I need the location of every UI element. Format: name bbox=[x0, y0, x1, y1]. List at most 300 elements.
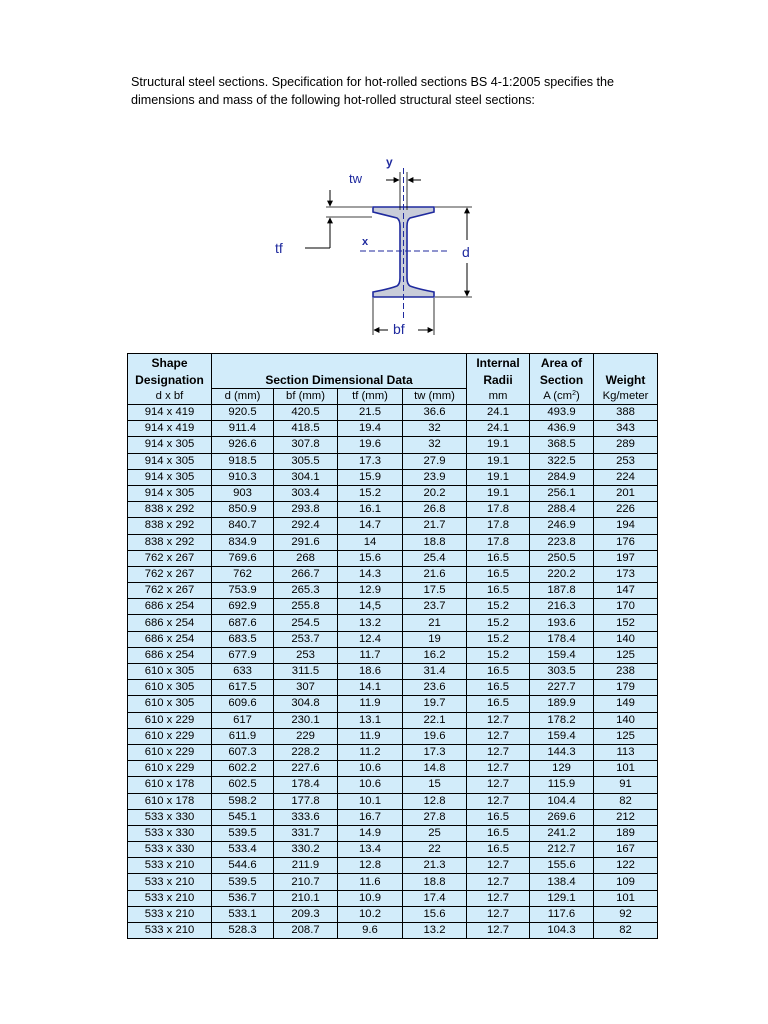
cell-tw: 19.7 bbox=[403, 696, 467, 712]
cell-tf: 11.2 bbox=[338, 744, 403, 760]
cell-area: 144.3 bbox=[530, 744, 594, 760]
cell-tw: 17.4 bbox=[403, 890, 467, 906]
cell-radii: 15.2 bbox=[467, 647, 530, 663]
table-row bbox=[128, 647, 658, 663]
cell-radii: 15.2 bbox=[467, 615, 530, 631]
unit-tf: tf (mm) bbox=[338, 389, 403, 405]
cell-weight: 194 bbox=[594, 518, 658, 534]
cell-weight: 101 bbox=[594, 761, 658, 777]
table-row bbox=[128, 550, 658, 566]
cell-weight: 91 bbox=[594, 777, 658, 793]
cell-area: 159.4 bbox=[530, 728, 594, 744]
cell-area: 246.9 bbox=[530, 518, 594, 534]
cell-shape: 686 x 254 bbox=[128, 599, 212, 615]
cell-tw: 19.6 bbox=[403, 728, 467, 744]
cell-radii: 19.1 bbox=[467, 437, 530, 453]
cell-tf: 12.8 bbox=[338, 858, 403, 874]
table-row bbox=[128, 728, 658, 744]
cell-shape: 914 x 419 bbox=[128, 421, 212, 437]
cell-area: 436.9 bbox=[530, 421, 594, 437]
table-header bbox=[128, 354, 658, 405]
cell-shape: 838 x 292 bbox=[128, 518, 212, 534]
cell-tw: 20.2 bbox=[403, 485, 467, 501]
cell-bf: 210.7 bbox=[274, 874, 338, 890]
cell-area: 193.6 bbox=[530, 615, 594, 631]
cell-bf: 177.8 bbox=[274, 793, 338, 809]
table-row bbox=[128, 664, 658, 680]
cell-weight: 147 bbox=[594, 583, 658, 599]
cell-tf: 10.1 bbox=[338, 793, 403, 809]
cell-tf: 13.1 bbox=[338, 712, 403, 728]
cell-shape: 610 x 229 bbox=[128, 712, 212, 728]
table-row bbox=[128, 421, 658, 437]
cell-shape: 610 x 229 bbox=[128, 744, 212, 760]
table-row bbox=[128, 825, 658, 841]
cell-radii: 16.5 bbox=[467, 680, 530, 696]
label-y: y bbox=[386, 155, 393, 169]
cell-shape: 533 x 330 bbox=[128, 809, 212, 825]
cell-tw: 25 bbox=[403, 825, 467, 841]
cell-shape: 838 x 292 bbox=[128, 534, 212, 550]
cell-bf: 253.7 bbox=[274, 631, 338, 647]
cell-area: 104.4 bbox=[530, 793, 594, 809]
cell-weight: 289 bbox=[594, 437, 658, 453]
table-row bbox=[128, 518, 658, 534]
cell-radii: 17.8 bbox=[467, 502, 530, 518]
header-shape-line2: Designation bbox=[128, 371, 212, 389]
cell-tw: 27.8 bbox=[403, 809, 467, 825]
cell-shape: 838 x 292 bbox=[128, 502, 212, 518]
cell-tf: 16.1 bbox=[338, 502, 403, 518]
cell-radii: 16.5 bbox=[467, 842, 530, 858]
cell-tf: 14.3 bbox=[338, 566, 403, 582]
cell-tf: 12.4 bbox=[338, 631, 403, 647]
cell-tf: 15.9 bbox=[338, 469, 403, 485]
cell-bf: 304.1 bbox=[274, 469, 338, 485]
cell-weight: 113 bbox=[594, 744, 658, 760]
cell-d: 762 bbox=[212, 566, 274, 582]
table-row bbox=[128, 744, 658, 760]
cell-tf: 16.7 bbox=[338, 809, 403, 825]
cell-tw: 15.6 bbox=[403, 906, 467, 922]
cell-d: 633 bbox=[212, 664, 274, 680]
cell-area: 368.5 bbox=[530, 437, 594, 453]
cell-area: 129.1 bbox=[530, 890, 594, 906]
cell-tf: 12.9 bbox=[338, 583, 403, 599]
cell-bf: 228.2 bbox=[274, 744, 338, 760]
cell-bf: 293.8 bbox=[274, 502, 338, 518]
cell-tw: 26.8 bbox=[403, 502, 467, 518]
cell-d: 602.5 bbox=[212, 777, 274, 793]
cell-tf: 17.3 bbox=[338, 453, 403, 469]
cell-weight: 125 bbox=[594, 728, 658, 744]
cell-tw: 21.3 bbox=[403, 858, 467, 874]
cell-area: 212.7 bbox=[530, 842, 594, 858]
cell-tf: 11.9 bbox=[338, 696, 403, 712]
cell-tw: 22 bbox=[403, 842, 467, 858]
header-section-dimensional-data: Section Dimensional Data bbox=[212, 371, 467, 389]
cell-d: 903 bbox=[212, 485, 274, 501]
label-tw: tw bbox=[349, 171, 362, 186]
cell-radii: 15.2 bbox=[467, 599, 530, 615]
table-row bbox=[128, 858, 658, 874]
cell-d: 687.6 bbox=[212, 615, 274, 631]
cell-bf: 208.7 bbox=[274, 923, 338, 939]
cell-bf: 255.8 bbox=[274, 599, 338, 615]
cell-d: 840.7 bbox=[212, 518, 274, 534]
table-row bbox=[128, 874, 658, 890]
cell-weight: 238 bbox=[594, 664, 658, 680]
cell-tf: 21.5 bbox=[338, 405, 403, 421]
cell-shape: 610 x 178 bbox=[128, 777, 212, 793]
cell-radii: 12.7 bbox=[467, 890, 530, 906]
cell-weight: 122 bbox=[594, 858, 658, 874]
cell-weight: 343 bbox=[594, 421, 658, 437]
cell-bf: 311.5 bbox=[274, 664, 338, 680]
table-row bbox=[128, 566, 658, 582]
cell-weight: 167 bbox=[594, 842, 658, 858]
cell-d: 539.5 bbox=[212, 874, 274, 890]
cell-weight: 149 bbox=[594, 696, 658, 712]
cell-radii: 12.7 bbox=[467, 777, 530, 793]
table-row bbox=[128, 599, 658, 615]
cell-tw: 13.2 bbox=[403, 923, 467, 939]
cell-weight: 226 bbox=[594, 502, 658, 518]
intro-paragraph bbox=[131, 74, 691, 109]
table-row bbox=[128, 437, 658, 453]
table-row bbox=[128, 469, 658, 485]
cell-tw: 19 bbox=[403, 631, 467, 647]
cell-shape: 610 x 305 bbox=[128, 696, 212, 712]
cell-d: 544.6 bbox=[212, 858, 274, 874]
cell-d: 533.1 bbox=[212, 906, 274, 922]
cell-bf: 229 bbox=[274, 728, 338, 744]
intro-line-1: Structural steel sections. Specification for hot-rolled sections BS 4-1:2005 specifies the bbox=[131, 75, 615, 89]
cell-weight: 197 bbox=[594, 550, 658, 566]
cell-shape: 533 x 330 bbox=[128, 825, 212, 841]
cell-area: 250.5 bbox=[530, 550, 594, 566]
cell-area: 284.9 bbox=[530, 469, 594, 485]
table-row bbox=[128, 615, 658, 631]
cell-tw: 21.6 bbox=[403, 566, 467, 582]
table-row bbox=[128, 680, 658, 696]
cell-d: 617.5 bbox=[212, 680, 274, 696]
cell-tf: 14,5 bbox=[338, 599, 403, 615]
cell-d: 533.4 bbox=[212, 842, 274, 858]
cell-radii: 12.7 bbox=[467, 858, 530, 874]
table-row bbox=[128, 761, 658, 777]
cell-shape: 914 x 305 bbox=[128, 437, 212, 453]
cell-tf: 10.6 bbox=[338, 777, 403, 793]
cell-shape: 686 x 254 bbox=[128, 631, 212, 647]
cell-area: 322.5 bbox=[530, 453, 594, 469]
cell-area: 178.2 bbox=[530, 712, 594, 728]
cell-shape: 610 x 229 bbox=[128, 728, 212, 744]
cell-area: 189.9 bbox=[530, 696, 594, 712]
cell-area: 241.2 bbox=[530, 825, 594, 841]
cell-tw: 18.8 bbox=[403, 534, 467, 550]
cell-weight: 201 bbox=[594, 485, 658, 501]
table-row bbox=[128, 583, 658, 599]
cell-tw: 32 bbox=[403, 421, 467, 437]
cell-shape: 914 x 305 bbox=[128, 469, 212, 485]
cell-d: 607.3 bbox=[212, 744, 274, 760]
cell-tf: 11.6 bbox=[338, 874, 403, 890]
cell-tf: 11.9 bbox=[338, 728, 403, 744]
cell-radii: 16.5 bbox=[467, 809, 530, 825]
label-tf: tf bbox=[275, 240, 283, 256]
cell-area: 178.4 bbox=[530, 631, 594, 647]
cell-d: 609.6 bbox=[212, 696, 274, 712]
table-row bbox=[128, 923, 658, 939]
cell-bf: 266.7 bbox=[274, 566, 338, 582]
cell-area: 138.4 bbox=[530, 874, 594, 890]
cell-weight: 125 bbox=[594, 647, 658, 663]
label-bf: bf bbox=[393, 321, 405, 337]
cell-radii: 12.7 bbox=[467, 744, 530, 760]
cell-area: 187.8 bbox=[530, 583, 594, 599]
cell-bf: 209.3 bbox=[274, 906, 338, 922]
cell-tf: 19.4 bbox=[338, 421, 403, 437]
cell-bf: 178.4 bbox=[274, 777, 338, 793]
table-row bbox=[128, 890, 658, 906]
cell-area: 115.9 bbox=[530, 777, 594, 793]
cell-weight: 173 bbox=[594, 566, 658, 582]
cell-area: 227.7 bbox=[530, 680, 594, 696]
cell-weight: 140 bbox=[594, 631, 658, 647]
intro-line-2: dimensions and mass of the following hot-rolled structural steel sections: bbox=[131, 92, 535, 107]
cell-d: 910.3 bbox=[212, 469, 274, 485]
header-radii-line1: Internal bbox=[467, 354, 530, 372]
cell-tf: 9.6 bbox=[338, 923, 403, 939]
cell-tf: 19.6 bbox=[338, 437, 403, 453]
cell-shape: 914 x 305 bbox=[128, 453, 212, 469]
cell-radii: 12.7 bbox=[467, 793, 530, 809]
cell-radii: 12.7 bbox=[467, 906, 530, 922]
cell-d: 692.9 bbox=[212, 599, 274, 615]
table-row bbox=[128, 502, 658, 518]
cell-d: 545.1 bbox=[212, 809, 274, 825]
cell-weight: 224 bbox=[594, 469, 658, 485]
cell-bf: 330.2 bbox=[274, 842, 338, 858]
table-body bbox=[128, 405, 658, 939]
cell-radii: 16.5 bbox=[467, 664, 530, 680]
table-row bbox=[128, 405, 658, 421]
cell-shape: 610 x 305 bbox=[128, 664, 212, 680]
cell-d: 834.9 bbox=[212, 534, 274, 550]
cell-weight: 101 bbox=[594, 890, 658, 906]
cell-d: 918.5 bbox=[212, 453, 274, 469]
cell-radii: 24.1 bbox=[467, 421, 530, 437]
cell-radii: 12.7 bbox=[467, 712, 530, 728]
cell-bf: 227.6 bbox=[274, 761, 338, 777]
label-x: x bbox=[362, 236, 369, 248]
cell-bf: 292.4 bbox=[274, 518, 338, 534]
cell-area: 129 bbox=[530, 761, 594, 777]
cell-radii: 12.7 bbox=[467, 874, 530, 890]
table-row bbox=[128, 534, 658, 550]
cell-radii: 16.5 bbox=[467, 550, 530, 566]
cell-weight: 253 bbox=[594, 453, 658, 469]
cell-radii: 12.7 bbox=[467, 923, 530, 939]
cell-area: 269.6 bbox=[530, 809, 594, 825]
cell-area: 493.9 bbox=[530, 405, 594, 421]
table-row bbox=[128, 793, 658, 809]
cell-bf: 254.5 bbox=[274, 615, 338, 631]
unit-d: d (mm) bbox=[212, 389, 274, 405]
table-row bbox=[128, 777, 658, 793]
cell-tw: 32 bbox=[403, 437, 467, 453]
cell-radii: 19.1 bbox=[467, 453, 530, 469]
header-shape-line1: Shape bbox=[128, 354, 212, 372]
cell-d: 617 bbox=[212, 712, 274, 728]
table-row bbox=[128, 453, 658, 469]
header-area-line1: Area of bbox=[530, 354, 594, 372]
cell-bf: 211.9 bbox=[274, 858, 338, 874]
cell-tw: 36.6 bbox=[403, 405, 467, 421]
cell-d: 850.9 bbox=[212, 502, 274, 518]
cell-weight: 179 bbox=[594, 680, 658, 696]
cell-tf: 13.2 bbox=[338, 615, 403, 631]
cell-d: 611.9 bbox=[212, 728, 274, 744]
cell-area: 104.3 bbox=[530, 923, 594, 939]
cell-tf: 14.7 bbox=[338, 518, 403, 534]
cell-tw: 31.4 bbox=[403, 664, 467, 680]
cell-bf: 304.8 bbox=[274, 696, 338, 712]
label-d: d bbox=[462, 244, 470, 260]
cell-d: 598.2 bbox=[212, 793, 274, 809]
table-row bbox=[128, 906, 658, 922]
cell-tw: 21.7 bbox=[403, 518, 467, 534]
cell-d: 769.6 bbox=[212, 550, 274, 566]
cell-shape: 533 x 210 bbox=[128, 874, 212, 890]
cell-weight: 109 bbox=[594, 874, 658, 890]
header-weight: Weight bbox=[594, 371, 658, 389]
cell-shape: 762 x 267 bbox=[128, 550, 212, 566]
cell-area: 216.3 bbox=[530, 599, 594, 615]
cell-tw: 15 bbox=[403, 777, 467, 793]
table-row bbox=[128, 631, 658, 647]
unit-bf: bf (mm) bbox=[274, 389, 338, 405]
cell-tf: 15.2 bbox=[338, 485, 403, 501]
cell-area: 159.4 bbox=[530, 647, 594, 663]
cell-weight: 82 bbox=[594, 923, 658, 939]
cell-bf: 253 bbox=[274, 647, 338, 663]
cell-weight: 140 bbox=[594, 712, 658, 728]
cell-area: 256.1 bbox=[530, 485, 594, 501]
cell-shape: 533 x 210 bbox=[128, 906, 212, 922]
cell-area: 220.2 bbox=[530, 566, 594, 582]
cell-tw: 23.7 bbox=[403, 599, 467, 615]
cell-d: 911.4 bbox=[212, 421, 274, 437]
cell-radii: 16.5 bbox=[467, 825, 530, 841]
cell-tw: 14.8 bbox=[403, 761, 467, 777]
cell-area: 117.6 bbox=[530, 906, 594, 922]
unit-area: A $(cm^2)$ bbox=[530, 389, 594, 405]
cell-area: 288.4 bbox=[530, 502, 594, 518]
cell-tf: 11.7 bbox=[338, 647, 403, 663]
cell-radii: 19.1 bbox=[467, 469, 530, 485]
cell-tw: 17.5 bbox=[403, 583, 467, 599]
cell-tf: 10.6 bbox=[338, 761, 403, 777]
header-radii-line2: Radii bbox=[467, 371, 530, 389]
unit-tw: tw (mm) bbox=[403, 389, 467, 405]
cell-d: 920.5 bbox=[212, 405, 274, 421]
cell-d: 753.9 bbox=[212, 583, 274, 599]
cell-bf: 210.1 bbox=[274, 890, 338, 906]
cell-weight: 170 bbox=[594, 599, 658, 615]
cell-bf: 303.4 bbox=[274, 485, 338, 501]
cell-radii: 17.8 bbox=[467, 534, 530, 550]
cell-shape: 533 x 330 bbox=[128, 842, 212, 858]
cell-shape: 533 x 210 bbox=[128, 858, 212, 874]
unit-shape: d x bf bbox=[128, 389, 212, 405]
cell-shape: 610 x 229 bbox=[128, 761, 212, 777]
cell-bf: 331.7 bbox=[274, 825, 338, 841]
cell-bf: 333.6 bbox=[274, 809, 338, 825]
cell-bf: 265.3 bbox=[274, 583, 338, 599]
cell-shape: 686 x 254 bbox=[128, 647, 212, 663]
cell-radii: 19.1 bbox=[467, 485, 530, 501]
cell-d: 602.2 bbox=[212, 761, 274, 777]
cell-radii: 17.8 bbox=[467, 518, 530, 534]
i-beam-diagram bbox=[260, 150, 500, 345]
cell-tw: 17.3 bbox=[403, 744, 467, 760]
cell-weight: 212 bbox=[594, 809, 658, 825]
cell-tf: 10.2 bbox=[338, 906, 403, 922]
cell-bf: 305.5 bbox=[274, 453, 338, 469]
cell-tf: 15.6 bbox=[338, 550, 403, 566]
header-area-line2: Section bbox=[530, 371, 594, 389]
cell-d: 536.7 bbox=[212, 890, 274, 906]
cell-tw: 22.1 bbox=[403, 712, 467, 728]
cell-shape: 914 x 305 bbox=[128, 485, 212, 501]
cell-tw: 18.8 bbox=[403, 874, 467, 890]
cell-shape: 762 x 267 bbox=[128, 566, 212, 582]
cell-bf: 418.5 bbox=[274, 421, 338, 437]
cell-weight: 388 bbox=[594, 405, 658, 421]
cell-shape: 762 x 267 bbox=[128, 583, 212, 599]
cell-radii: 15.2 bbox=[467, 631, 530, 647]
steel-sections-table bbox=[127, 353, 658, 939]
cell-shape: 610 x 178 bbox=[128, 793, 212, 809]
cell-radii: 12.7 bbox=[467, 761, 530, 777]
cell-d: 539.5 bbox=[212, 825, 274, 841]
cell-tf: 14 bbox=[338, 534, 403, 550]
cell-radii: 16.5 bbox=[467, 583, 530, 599]
cell-radii: 12.7 bbox=[467, 728, 530, 744]
table-row bbox=[128, 842, 658, 858]
cell-weight: 92 bbox=[594, 906, 658, 922]
cell-d: 683.5 bbox=[212, 631, 274, 647]
table-row bbox=[128, 485, 658, 501]
cell-area: 303.5 bbox=[530, 664, 594, 680]
cell-tw: 21 bbox=[403, 615, 467, 631]
cell-tf: 14.9 bbox=[338, 825, 403, 841]
cell-tf: 13.4 bbox=[338, 842, 403, 858]
cell-tw: 27.9 bbox=[403, 453, 467, 469]
cell-tw: 16.2 bbox=[403, 647, 467, 663]
cell-shape: 533 x 210 bbox=[128, 923, 212, 939]
cell-shape: 610 x 305 bbox=[128, 680, 212, 696]
cell-tf: 10.9 bbox=[338, 890, 403, 906]
cell-area: 223.8 bbox=[530, 534, 594, 550]
table-row bbox=[128, 696, 658, 712]
cell-radii: 24.1 bbox=[467, 405, 530, 421]
cell-weight: 176 bbox=[594, 534, 658, 550]
unit-weight: Kg/meter bbox=[594, 389, 658, 405]
cell-d: 926.6 bbox=[212, 437, 274, 453]
